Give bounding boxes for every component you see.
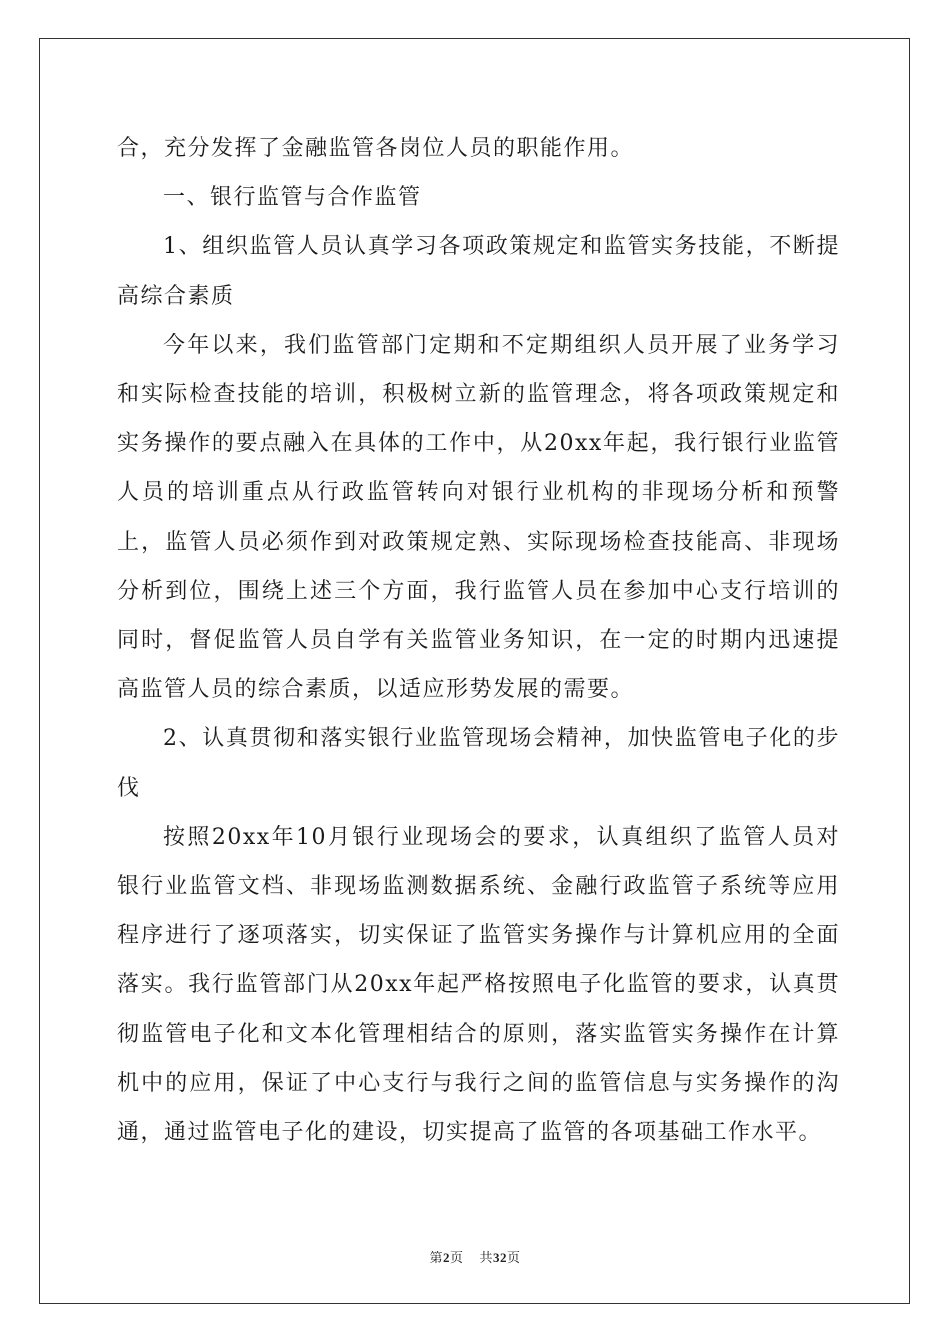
subsection-heading-1: 1、组织监管人员认真学习各项政策规定和监管实务技能，不断提高综合素质: [117, 234, 840, 309]
subsection-heading-2: 2、认真贯彻和落实银行业监管现场会精神，加快监管电子化的步伐: [117, 726, 840, 801]
page-footer: [0, 1247, 950, 1266]
total-suffix: 页: [507, 1251, 521, 1266]
page-number: 2: [442, 1250, 450, 1265]
document-body: [117, 124, 840, 1157]
body-paragraph-2: 按照20xx年10月银行业现场会的要求，认真组织了监管人员对银行业监管文档、非现场监测数据系统、金融行政监管子系统等应用程序进行了逐项落实，切实保证了监管实务操作与计算机应用的全面落实。我行监管部门从20xx年起严格按照电子化监管的要求，认真贯彻监管电子化和文本化管理相结合的原则，落实监管实务操作在计算机中的应用，保证了中心支行与我行之间的监管信息与实务操作的沟通，通过监管电子化的建设，切实提高了监管的各项基础工作水平。: [117, 824, 840, 1146]
page-prefix: 第: [429, 1251, 443, 1266]
section-heading: 一、银行监管与合作监管: [163, 185, 422, 211]
total-prefix: 共: [479, 1251, 494, 1266]
page-suffix: 页: [449, 1251, 464, 1266]
paragraph-continuation: 合，充分发挥了金融监管各岗位人员的职能作用。: [117, 136, 635, 161]
body-paragraph-1: 今年以来，我们监管部门定期和不定期组织人员开展了业务学习和实际检查技能的培训，积极树立新的监管理念，将各项政策规定和实务操作的要点融入在具体的工作中，从20xx年起，我行银行业监管人员的培训重点从行政监管转向对银行业机构的非现场分析和预警上，监管人员必须作到对政策规定熟、实际现场检查技能高、非现场分析到位，围绕上述三个方面，我行监管人员在参加中心支行培训的同时，督促监管人员自学有关监管业务知识，在一定的时期内迅速提高监管人员的综合素质，以适应形势发展的需要。: [117, 332, 840, 703]
total-pages: 32: [493, 1250, 508, 1265]
